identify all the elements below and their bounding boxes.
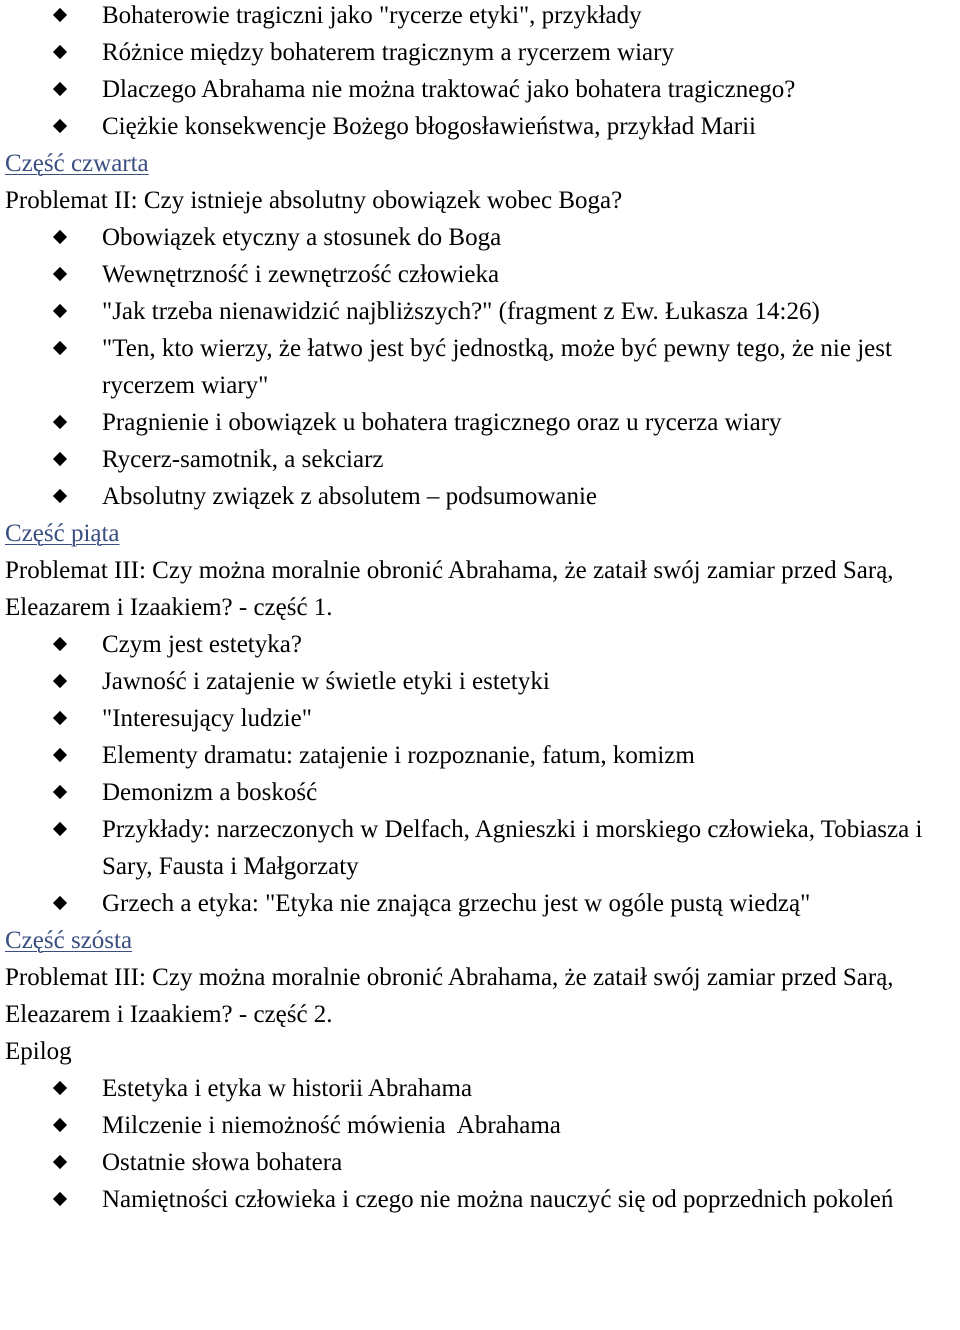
list-item: [0, 626, 960, 663]
list-item: [0, 0, 960, 34]
section-heading-part-4[interactable]: Część czwarta: [5, 150, 149, 177]
list-item: [0, 737, 960, 774]
list-item-text: Pragnienie i obowiązek u bohatera tragicznego oraz u rycerza wiary: [102, 409, 782, 436]
diamond-bullet-icon: [53, 1155, 68, 1170]
list-item-text: Bohaterowie tragiczni jako "rycerze etyki", przykłady: [102, 2, 642, 29]
diamond-bullet-icon: [53, 230, 68, 245]
bullet-list-intro: [0, 0, 960, 145]
diamond-bullet-icon: [53, 637, 68, 652]
diamond-bullet-icon: [53, 822, 68, 837]
list-item: [0, 330, 960, 404]
list-item-text: Różnice między bohaterem tragicznym a rycerzem wiary: [102, 39, 674, 66]
list-item-text: "Jak trzeba nienawidzić najbliższych?" (fragment z Ew. Łukasza 14:26): [102, 298, 820, 325]
diamond-bullet-icon: [53, 674, 68, 689]
list-item-text: Namiętności człowieka i czego nie można nauczyć się od poprzednich pokoleń: [102, 1186, 894, 1213]
list-item-text: Przykłady: narzeczonych w Delfach, Agnieszki i morskiego człowieka, Tobiasza i Sary, Fausta i Małgorzaty: [102, 816, 923, 880]
diamond-bullet-icon: [53, 896, 68, 911]
list-item: [0, 34, 960, 71]
diamond-bullet-icon: [53, 45, 68, 60]
list-item: [0, 700, 960, 737]
list-item: [0, 71, 960, 108]
problem-statement: Problemat III: Czy można moralnie obronić Abrahama, że zataił swój zamiar przed Sarą, Eleazarem i Izaakiem? - część 2.: [5, 964, 894, 1028]
diamond-bullet-icon: [53, 1081, 68, 1096]
list-item: [0, 774, 960, 811]
list-item-text: Grzech a etyka: "Etyka nie znająca grzechu jest w ogóle pustą wiedzą": [102, 890, 811, 917]
bullet-list-epilog: [0, 1070, 960, 1218]
section-heading-part-6[interactable]: Część szósta: [5, 927, 133, 954]
diamond-bullet-icon: [53, 304, 68, 319]
diamond-bullet-icon: [53, 1118, 68, 1133]
list-item-text: Obowiązek etyczny a stosunek do Boga: [102, 224, 502, 251]
list-item-text: Ciężkie konsekwencje Bożego błogosławieństwa, przykład Marii: [102, 113, 756, 140]
diamond-bullet-icon: [53, 785, 68, 800]
list-item: [0, 663, 960, 700]
section-heading-part-5[interactable]: Część piąta: [5, 520, 120, 547]
problem-statement: Problemat II: Czy istnieje absolutny obowiązek wobec Boga?: [5, 187, 623, 214]
list-item: [0, 1144, 960, 1181]
problem-statement: Problemat III: Czy można moralnie obronić Abrahama, że zataił swój zamiar przed Sarą, Eleazarem i Izaakiem? - część 1.: [5, 557, 894, 621]
list-item-text: Demonizm a boskość: [102, 779, 318, 806]
diamond-bullet-icon: [53, 267, 68, 282]
list-item-text: Ostatnie słowa bohatera: [102, 1149, 343, 1176]
diamond-bullet-icon: [53, 341, 68, 356]
epilog-heading: Epilog: [5, 1038, 72, 1065]
list-item: [0, 219, 960, 256]
list-item-text: Dlaczego Abrahama nie można traktować jako bohatera tragicznego?: [102, 76, 796, 103]
diamond-bullet-icon: [53, 119, 68, 134]
bullet-list-part-4: [0, 219, 960, 515]
list-item: [0, 404, 960, 441]
list-item: [0, 478, 960, 515]
diamond-bullet-icon: [53, 452, 68, 467]
list-item-text: Estetyka i etyka w historii Abrahama: [102, 1075, 473, 1102]
diamond-bullet-icon: [53, 711, 68, 726]
list-item: [0, 885, 960, 922]
list-item: [0, 293, 960, 330]
list-item: [0, 811, 960, 885]
list-item-text: "Interesujący ludzie": [102, 705, 312, 732]
bullet-list-part-5: [0, 626, 960, 922]
diamond-bullet-icon: [53, 1192, 68, 1207]
list-item-text: Milczenie i niemożność mówienia Abrahama: [102, 1112, 561, 1139]
list-item-text: "Ten, kto wierzy, że łatwo jest być jednostką, może być pewny tego, że nie jest rycerzem wiary": [102, 335, 892, 399]
list-item-text: Czym jest estetyka?: [102, 631, 302, 658]
list-item: [0, 108, 960, 145]
list-item-text: Jawność i zatajenie w świetle etyki i estetyki: [102, 668, 550, 695]
list-item: [0, 256, 960, 293]
list-item-text: Wewnętrzność i zewnętrzość człowieka: [102, 261, 500, 288]
diamond-bullet-icon: [53, 415, 68, 430]
list-item: [0, 1181, 960, 1218]
list-item: [0, 441, 960, 478]
diamond-bullet-icon: [53, 82, 68, 97]
list-item-text: Elementy dramatu: zatajenie i rozpoznanie, fatum, komizm: [102, 742, 695, 769]
list-item-text: Absolutny związek z absolutem – podsumowanie: [102, 483, 598, 510]
diamond-bullet-icon: [53, 8, 68, 23]
list-item-text: Rycerz-samotnik, a sekciarz: [102, 446, 384, 473]
diamond-bullet-icon: [53, 489, 68, 504]
diamond-bullet-icon: [53, 748, 68, 763]
list-item: [0, 1070, 960, 1107]
list-item: [0, 1107, 960, 1144]
